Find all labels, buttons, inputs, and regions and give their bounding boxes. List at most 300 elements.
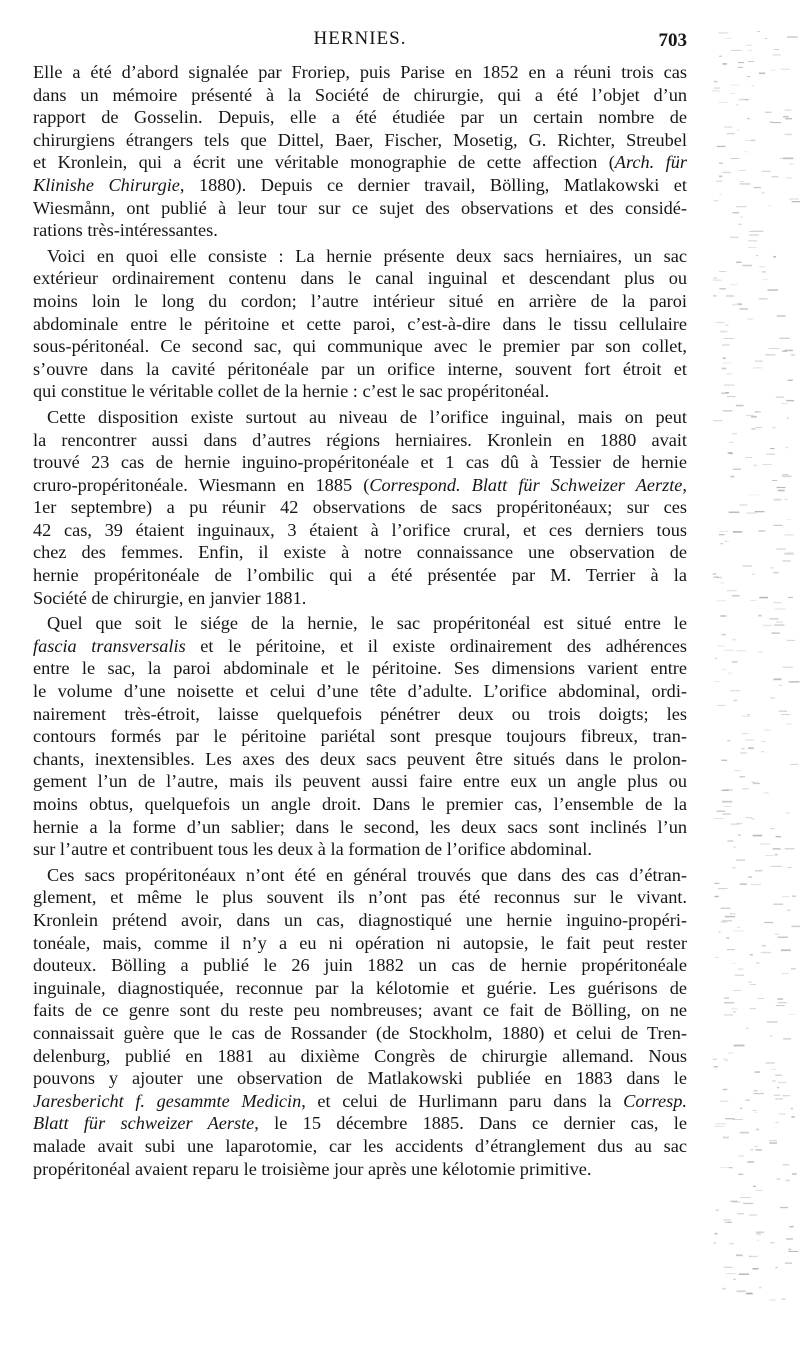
margin-mark	[719, 56, 721, 57]
margin-mark	[712, 90, 720, 91]
margin-mark	[792, 896, 796, 897]
margin-mark	[786, 724, 792, 725]
margin-mark	[744, 152, 748, 153]
margin-mark	[780, 1207, 788, 1208]
margin-mark	[720, 331, 728, 332]
margin-mark	[768, 289, 779, 291]
margin-mark	[786, 400, 794, 401]
margin-mark	[721, 669, 726, 670]
margin-mark	[760, 844, 770, 845]
margin-mark	[765, 1062, 775, 1064]
margin-mark	[739, 504, 747, 506]
margin-mark	[775, 1075, 782, 1077]
margin-mark	[720, 331, 727, 332]
margin-mark	[791, 968, 796, 970]
text-segment: tonéale, mais, comme il n’y a eu ni opération ni autopsie, le fait peut rester	[33, 932, 687, 953]
margin-mark	[755, 511, 765, 512]
margin-mark	[714, 577, 719, 578]
margin-mark	[749, 1256, 752, 1257]
text-segment: Quel que soit le siége de la hernie, le sac propéritonéal est situé entre le	[47, 613, 687, 634]
text-segment: la rencontrer aussi dans d’autres régions herniaires. Kronlein en 1880 avait	[33, 429, 687, 450]
margin-mark	[774, 678, 782, 680]
margin-mark	[789, 163, 794, 164]
text-line	[33, 703, 687, 726]
margin-mark	[724, 1267, 733, 1268]
margin-mark	[762, 945, 767, 947]
margin-mark	[713, 1059, 717, 1060]
text-segment: et Kronlein, qui a écrit une véritable monographie de cette affection (	[33, 152, 615, 173]
margin-mark	[739, 170, 746, 171]
margin-mark	[733, 931, 744, 932]
margin-mark	[779, 685, 783, 687]
margin-mark	[714, 896, 718, 897]
margin-mark	[724, 1015, 733, 1016]
margin-mark	[772, 176, 779, 177]
margin-mark	[757, 411, 761, 412]
margin-mark	[725, 325, 728, 326]
margin-mark	[721, 908, 731, 910]
margin-mark	[740, 217, 743, 218]
margin-mark	[718, 32, 728, 33]
text-segment: Société de chirurgie, en janvier 1881.	[33, 587, 307, 608]
margin-mark	[734, 770, 741, 771]
margin-mark	[731, 823, 740, 825]
margin-mark	[787, 37, 798, 38]
running-title: HERNIES.	[313, 28, 407, 49]
margin-mark	[769, 1300, 776, 1301]
margin-mark	[756, 1232, 764, 1233]
text-line	[33, 406, 687, 429]
margin-mark	[736, 206, 747, 207]
margin-mark	[723, 63, 727, 65]
text-line	[33, 864, 687, 887]
margin-mark	[753, 465, 757, 467]
margin-mark	[727, 740, 730, 741]
margin-mark	[755, 1071, 760, 1073]
text-segment: Elle a été d’abord signalée par Froriep, puis Parise en 1852 en a réuni trois cas	[33, 62, 687, 82]
text-line	[33, 106, 687, 129]
text-segment: sur l’autre et contribuent tous les deux à la formation de l’orifice abdominal.	[33, 839, 592, 860]
margin-mark	[753, 1110, 757, 1111]
text-line	[33, 1112, 687, 1135]
margin-mark	[756, 1149, 763, 1150]
margin-mark	[717, 146, 726, 147]
running-header	[33, 28, 687, 52]
margin-mark	[746, 1100, 750, 1101]
margin-mark	[749, 234, 759, 235]
text-segment: propéritonéal avaient reparu le troisième jour après une kélotomie primitive.	[33, 1158, 592, 1179]
margin-mark	[781, 714, 790, 715]
text-segment: dans un mémoire présenté à la Société de chirurgie, qui a été l’objet d’un	[33, 84, 687, 105]
text-segment: trouvé 23 cas de hernie inguino-propéritonéale et 1 cas dû à Tessier de hernie	[33, 452, 687, 473]
margin-mark	[740, 181, 744, 182]
margin-mark	[716, 322, 725, 323]
margin-mark	[724, 541, 729, 542]
margin-mark	[740, 883, 747, 885]
margin-mark	[738, 969, 744, 970]
margin-mark	[771, 866, 782, 867]
margin-mark	[719, 194, 721, 195]
text-segment: entre le sac, la paroi abdominale et le péritoine. Ses dimensions varient entre	[33, 658, 687, 679]
margin-mark	[742, 788, 749, 789]
text-line	[33, 564, 687, 587]
margin-mark	[723, 172, 731, 173]
margin-mark	[790, 1226, 794, 1228]
margin-mark	[730, 1201, 737, 1202]
margin-mark	[753, 1186, 756, 1187]
margin-mark	[734, 700, 738, 701]
margin-mark	[759, 73, 765, 75]
margin-mark	[733, 1279, 735, 1280]
margin-mark	[785, 447, 788, 448]
margin-mark	[746, 512, 757, 514]
margin-mark	[722, 634, 726, 635]
margin-mark	[786, 1238, 793, 1240]
margin-mark	[782, 667, 793, 668]
margin-mark	[785, 350, 794, 352]
text-segment: sous-péritonéal. Ce second sac, qui communique avec le premier par son collet,	[33, 336, 687, 357]
margin-mark	[748, 50, 752, 51]
margin-mark	[775, 854, 777, 856]
margin-mark	[739, 1156, 745, 1157]
margin-mark	[750, 984, 756, 985]
margin-mark	[783, 158, 794, 160]
margin-mark	[739, 1274, 749, 1276]
margin-mark	[775, 1098, 783, 1099]
margin-mark	[727, 949, 735, 950]
margin-mark	[765, 354, 775, 355]
margin-mark	[747, 1293, 753, 1294]
margin-mark	[776, 396, 784, 398]
text-line	[33, 1135, 687, 1158]
margin-mark	[758, 652, 763, 653]
margin-mark	[792, 1173, 797, 1175]
margin-mark	[724, 997, 729, 999]
margin-mark	[789, 681, 800, 683]
margin-mark	[785, 118, 792, 119]
text-line	[33, 1158, 687, 1181]
text-segment: abdominale entre le péritoine et cette paroi, c’est-à-dire dans le tissu cellulaire	[33, 313, 687, 334]
margin-mark	[791, 1108, 793, 1110]
margin-mark	[747, 319, 752, 320]
margin-mark	[775, 1122, 779, 1123]
margin-mark	[782, 561, 790, 562]
margin-mark	[766, 454, 775, 455]
margin-mark	[743, 1203, 753, 1204]
margin-mark	[752, 574, 755, 575]
margin-mark	[782, 351, 787, 352]
margin-mark	[713, 295, 716, 296]
margin-mark	[756, 427, 762, 428]
text-segment: malade avait subi une laparotomie, car les accidents d’étranglement dus au sac	[33, 1135, 687, 1156]
margin-mark	[774, 49, 779, 50]
margin-mark	[754, 1090, 758, 1092]
italic-text: Klinishe Chirurgie	[33, 174, 180, 195]
margin-mark	[773, 572, 779, 573]
margin-mark	[776, 548, 785, 550]
text-line	[33, 174, 687, 197]
margin-mark	[781, 69, 790, 70]
margin-mark	[748, 747, 754, 749]
margin-mark	[788, 1249, 791, 1251]
margin-mark	[763, 279, 769, 280]
margin-mark	[778, 1082, 786, 1083]
scan-margin-noise	[692, 0, 800, 1358]
text-segment: Kronlein prétend avoir, dans un cas, diagnostiqué une hernie inguino-propéri-	[33, 909, 687, 930]
margin-mark	[732, 867, 735, 868]
margin-mark	[731, 50, 741, 51]
margin-mark	[770, 1242, 774, 1243]
margin-mark	[782, 1298, 786, 1299]
margin-mark	[781, 403, 788, 404]
margin-mark	[719, 931, 721, 932]
text-segment: 42 cas, 39 étaient inguinaux, 3 étaient à l’orifice crural, et ces derniers tous	[33, 519, 687, 540]
margin-mark	[714, 818, 723, 819]
margin-mark	[753, 1268, 759, 1270]
margin-mark	[730, 913, 733, 914]
margin-mark	[772, 1080, 776, 1081]
margin-mark	[728, 1222, 733, 1223]
margin-mark	[737, 303, 742, 305]
margin-mark	[771, 70, 775, 71]
text-line	[33, 886, 687, 909]
margin-mark	[761, 741, 765, 742]
text-line	[33, 61, 687, 84]
margin-mark	[759, 597, 768, 599]
margin-mark	[733, 1011, 735, 1013]
margin-mark	[740, 1108, 742, 1109]
italic-text: Correspond. Blatt für Schweizer Aerzte	[369, 474, 683, 495]
margin-mark	[791, 1116, 794, 1118]
margin-mark	[726, 1273, 736, 1274]
margin-mark	[782, 973, 789, 974]
margin-mark	[785, 848, 795, 849]
text-segment: Voici en quoi elle consiste : La hernie présente deux sacs herniaires, un sac	[47, 245, 687, 266]
margin-mark	[714, 81, 717, 82]
margin-mark	[714, 883, 719, 884]
margin-mark	[750, 600, 757, 601]
margin-mark	[791, 354, 795, 356]
margin-mark	[746, 818, 752, 819]
margin-mark	[714, 1126, 724, 1127]
text-line	[33, 245, 687, 268]
text-segment: contours formés par le péritoine pariétal sont presque toujours fibreux, tran-	[33, 726, 687, 747]
margin-mark	[789, 199, 799, 200]
margin-mark	[736, 859, 745, 860]
margin-mark	[716, 601, 726, 602]
margin-mark	[756, 1190, 763, 1191]
text-line	[33, 725, 687, 748]
margin-mark	[740, 776, 746, 777]
margin-mark	[786, 812, 790, 813]
margin-mark	[782, 896, 789, 897]
margin-mark	[720, 543, 723, 544]
margin-mark	[728, 452, 733, 454]
margin-mark	[726, 1060, 728, 1062]
text-segment: et le péritoine, et il existe ordinairement des adhérences	[185, 635, 687, 656]
margin-mark	[756, 255, 758, 256]
margin-mark	[738, 67, 743, 68]
margin-mark	[771, 633, 773, 634]
margin-mark	[773, 602, 781, 603]
text-segment: le volume d’une noisette et celui d’une tête d’adulte. L’orifice abdominal, ordi-	[33, 681, 687, 702]
margin-mark	[778, 998, 784, 1000]
margin-mark	[779, 1114, 785, 1115]
text-line	[33, 429, 687, 452]
margin-mark	[773, 427, 776, 428]
margin-mark	[722, 920, 732, 922]
margin-mark	[778, 937, 788, 938]
margin-mark	[757, 1233, 761, 1234]
margin-mark	[722, 345, 730, 346]
margin-mark	[736, 104, 738, 105]
text-line	[33, 635, 687, 658]
text-segment: Cette disposition existe surtout au niveau de l’orifice inguinal, mais on peut	[47, 406, 687, 427]
margin-mark	[754, 782, 758, 783]
margin-mark	[751, 819, 754, 820]
text-line	[33, 657, 687, 680]
text-segment: moins loin le long du cordon; l’autre intérieur situé en arrière de la paroi	[33, 290, 687, 311]
margin-mark	[727, 590, 737, 591]
margin-mark	[759, 267, 764, 268]
margin-mark	[726, 295, 734, 297]
margin-mark	[713, 280, 722, 281]
margin-mark	[774, 1095, 781, 1096]
margin-mark	[742, 716, 750, 717]
margin-mark	[785, 499, 788, 500]
margin-mark	[715, 658, 717, 659]
margin-mark	[761, 751, 764, 752]
margin-mark	[715, 1123, 725, 1124]
text-line	[33, 793, 687, 816]
margin-mark	[719, 163, 723, 165]
margin-mark	[730, 85, 740, 86]
margin-mark	[716, 181, 722, 182]
text-line	[33, 267, 687, 290]
margin-mark	[788, 1014, 796, 1015]
margin-mark	[727, 396, 736, 397]
text-line	[33, 1067, 687, 1090]
margin-mark	[765, 855, 774, 856]
margin-mark	[754, 1093, 765, 1094]
text-segment: chirurgiens étrangers tels que Dittel, Baer, Fischer, Mosetig, G. Richter, Streubel	[33, 129, 687, 150]
margin-mark	[736, 262, 742, 263]
margin-mark	[746, 415, 754, 416]
text-segment: Ces sacs propéritonéaux n’ont été en général trouvés que dans des cas d’étran-	[47, 864, 687, 885]
body-text	[33, 61, 687, 1180]
text-segment: ,	[682, 474, 687, 495]
margin-mark	[751, 884, 761, 885]
margin-mark	[753, 783, 760, 784]
margin-mark	[732, 963, 736, 964]
text-segment: Wiesmånn, ont publié à leur tour sur ce sujet des observations et des considé-	[33, 197, 687, 218]
margin-mark	[788, 1251, 798, 1252]
margin-mark	[782, 476, 791, 478]
margin-mark	[743, 565, 752, 567]
margin-mark	[791, 926, 800, 927]
italic-text: Arch. für	[614, 152, 687, 173]
text-line	[33, 909, 687, 932]
text-line	[33, 1022, 687, 1045]
margin-mark	[714, 201, 719, 202]
margin-mark	[733, 914, 736, 915]
margin-mark	[776, 622, 783, 623]
margin-mark	[722, 801, 732, 803]
italic-text: fascia transversalis	[33, 635, 186, 656]
margin-mark	[773, 256, 776, 258]
margin-mark	[717, 705, 725, 706]
margin-mark	[732, 304, 737, 306]
margin-mark	[751, 416, 757, 418]
margin-mark	[732, 595, 740, 597]
margin-mark	[772, 480, 777, 481]
margin-mark	[748, 247, 757, 248]
margin-mark	[713, 1066, 718, 1067]
margin-mark	[742, 733, 749, 734]
margin-mark	[788, 597, 793, 598]
text-segment: qui constitue le véritable collet de la hernie : c’est le sac propéritonéal.	[33, 381, 550, 402]
margin-mark	[749, 495, 759, 496]
margin-mark	[723, 1137, 729, 1139]
italic-text: Jaresbericht f. gesammte Medicin	[33, 1090, 302, 1111]
margin-mark	[759, 1287, 762, 1289]
margin-mark	[761, 952, 771, 953]
margin-mark	[738, 62, 744, 63]
margin-mark	[778, 1002, 787, 1003]
margin-mark	[717, 646, 725, 647]
margin-mark	[730, 237, 739, 238]
margin-mark	[731, 158, 740, 159]
margin-mark	[746, 45, 753, 46]
text-segment: pouvons y ajouter une observation de Matlakowski publiée en 1883 dans le	[33, 1068, 687, 1089]
margin-mark	[754, 187, 761, 188]
margin-mark	[723, 357, 726, 359]
margin-mark	[735, 975, 744, 976]
margin-mark	[767, 1021, 778, 1023]
margin-mark	[749, 1214, 757, 1216]
margin-mark	[714, 681, 720, 682]
margin-mark	[721, 790, 728, 791]
text-line	[33, 84, 687, 107]
margin-mark	[765, 730, 772, 731]
margin-mark	[714, 277, 718, 279]
margin-mark	[724, 650, 734, 651]
margin-mark	[755, 870, 763, 871]
margin-mark	[726, 373, 732, 374]
margin-mark	[717, 811, 726, 812]
margin-mark	[787, 417, 789, 419]
text-segment: chez des femmes. Enfin, il existe à notre connaissance une observation de	[33, 542, 687, 563]
margin-mark	[789, 1226, 793, 1227]
text-line	[33, 358, 687, 381]
margin-mark	[749, 1256, 758, 1257]
margin-mark	[722, 1288, 726, 1290]
margin-mark	[771, 1069, 775, 1070]
margin-mark	[724, 1002, 734, 1003]
margin-mark	[775, 1267, 778, 1268]
text-line	[33, 1090, 687, 1113]
margin-mark	[723, 410, 733, 412]
margin-mark	[752, 782, 755, 783]
text-line	[33, 451, 687, 474]
margin-mark	[778, 490, 785, 492]
margin-mark	[721, 583, 724, 584]
margin-mark	[729, 1243, 734, 1244]
margin-mark	[790, 764, 798, 765]
margin-mark	[769, 1140, 777, 1141]
margin-mark	[792, 201, 800, 202]
text-segment: hernie a la forme d’un sablier; dans le second, les deux sacs sont inclinés l’un	[33, 816, 687, 837]
